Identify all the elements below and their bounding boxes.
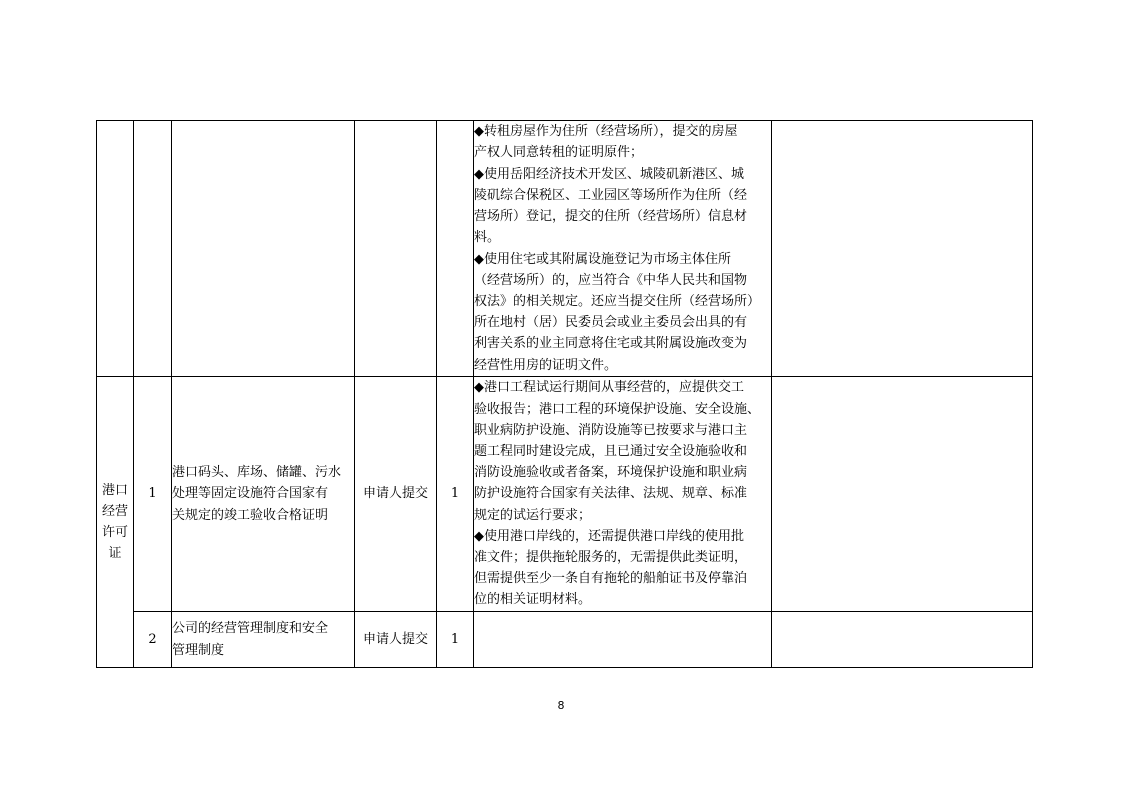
material-line: 公司的经营管理制度和安全 <box>172 621 329 637</box>
notes-cell-empty <box>772 121 1033 377</box>
quantity-cell: 1 <box>437 612 474 668</box>
requirement-line: 职业病防护设施、消防设施等已按要求与港口主 <box>474 422 748 438</box>
category-line: 港口 <box>101 482 128 498</box>
requirement-line: ◆使用住宅或其附属设施登记为市场主体住所 <box>474 251 731 267</box>
requirements-table <box>96 120 1033 668</box>
requirement-line: ◆港口工程试运行期间从事经营的，应提供交工 <box>474 380 744 396</box>
table-row <box>97 377 1033 612</box>
row-number: 2 <box>134 612 172 668</box>
requirement-line: 但需提供至少一条自有拖轮的船舶证书及停靠泊 <box>474 571 748 587</box>
quantity-cell-empty <box>437 121 474 377</box>
requirement-cell-empty <box>474 612 772 668</box>
category-cell <box>97 377 134 668</box>
requirement-line: 所在地村（居）民委员会或业主委员会出具的有 <box>474 315 748 331</box>
source-cell: 申请人提交 <box>355 612 437 668</box>
material-line: 处理等固定设施符合国家有 <box>172 486 329 502</box>
material-line: 关规定的竣工验收合格证明 <box>172 507 329 523</box>
requirement-line: （经营场所）的，应当符合《中华人民共和国物 <box>474 272 748 288</box>
source-cell: 申请人提交 <box>355 377 437 612</box>
category-line: 许可 <box>101 525 128 540</box>
table-row <box>97 612 1033 668</box>
requirement-line: 营场所）登记，提交的住所（经营场所）信息材 <box>474 209 748 225</box>
requirement-line: 准文件；提供拖轮服务的，无需提供此类证明， <box>474 550 748 565</box>
requirement-line: 防护设施符合国家有关法律、法规、规章、标准 <box>474 486 748 502</box>
notes-cell-empty <box>772 377 1033 612</box>
category-line: 经营 <box>101 503 128 519</box>
requirement-line: 题工程同时建设完成，且已通过安全设施验收和 <box>474 443 748 459</box>
material-cell-empty <box>172 121 355 377</box>
number-cell-empty <box>134 121 172 377</box>
material-line: 管理制度 <box>172 642 225 658</box>
requirement-line: 消防设施验收或者备案，环境保护设施和职业病 <box>474 465 748 481</box>
row-number: 1 <box>134 377 172 612</box>
requirement-line: 产权人同意转租的证明原件； <box>474 145 644 161</box>
requirement-line: 经营性用房的证明文件。 <box>474 357 618 373</box>
continuation-row <box>97 121 1033 377</box>
requirement-line: 料。 <box>474 230 501 246</box>
requirement-line: ◆使用港口岸线的，还需提供港口岸线的使用批 <box>474 528 744 544</box>
page-number: 8 <box>557 699 565 712</box>
source-cell-empty <box>355 121 437 377</box>
requirement-line: ◆使用岳阳经济技术开发区、城陵矶新港区、城 <box>474 166 744 182</box>
requirement-line: 权法》的相关规定。还应当提交住所（经营场所） <box>474 293 761 309</box>
requirement-cell <box>474 377 772 612</box>
material-cell <box>172 377 355 612</box>
requirement-line: 利害关系的业主同意将住宅或其附属设施改变为 <box>474 336 748 352</box>
category-line: 证 <box>108 546 122 562</box>
requirement-line: ◆转租房屋作为住所（经营场所），提交的房屋 <box>474 124 738 140</box>
requirement-line: 位的相关证明材料。 <box>474 592 592 608</box>
quantity-cell: 1 <box>437 377 474 612</box>
requirement-line: 规定的试运行要求； <box>474 507 592 523</box>
requirement-line: 验收报告；港口工程的环境保护设施、安全设施、 <box>474 401 761 417</box>
category-cell-empty <box>97 121 134 377</box>
material-line: 港口码头、库场、储罐、污水 <box>172 465 342 481</box>
notes-cell-empty <box>772 612 1033 668</box>
requirement-cell <box>474 121 772 377</box>
requirement-line: 陵矶综合保税区、工业园区等场所作为住所（经 <box>474 187 748 203</box>
material-cell <box>172 612 355 668</box>
